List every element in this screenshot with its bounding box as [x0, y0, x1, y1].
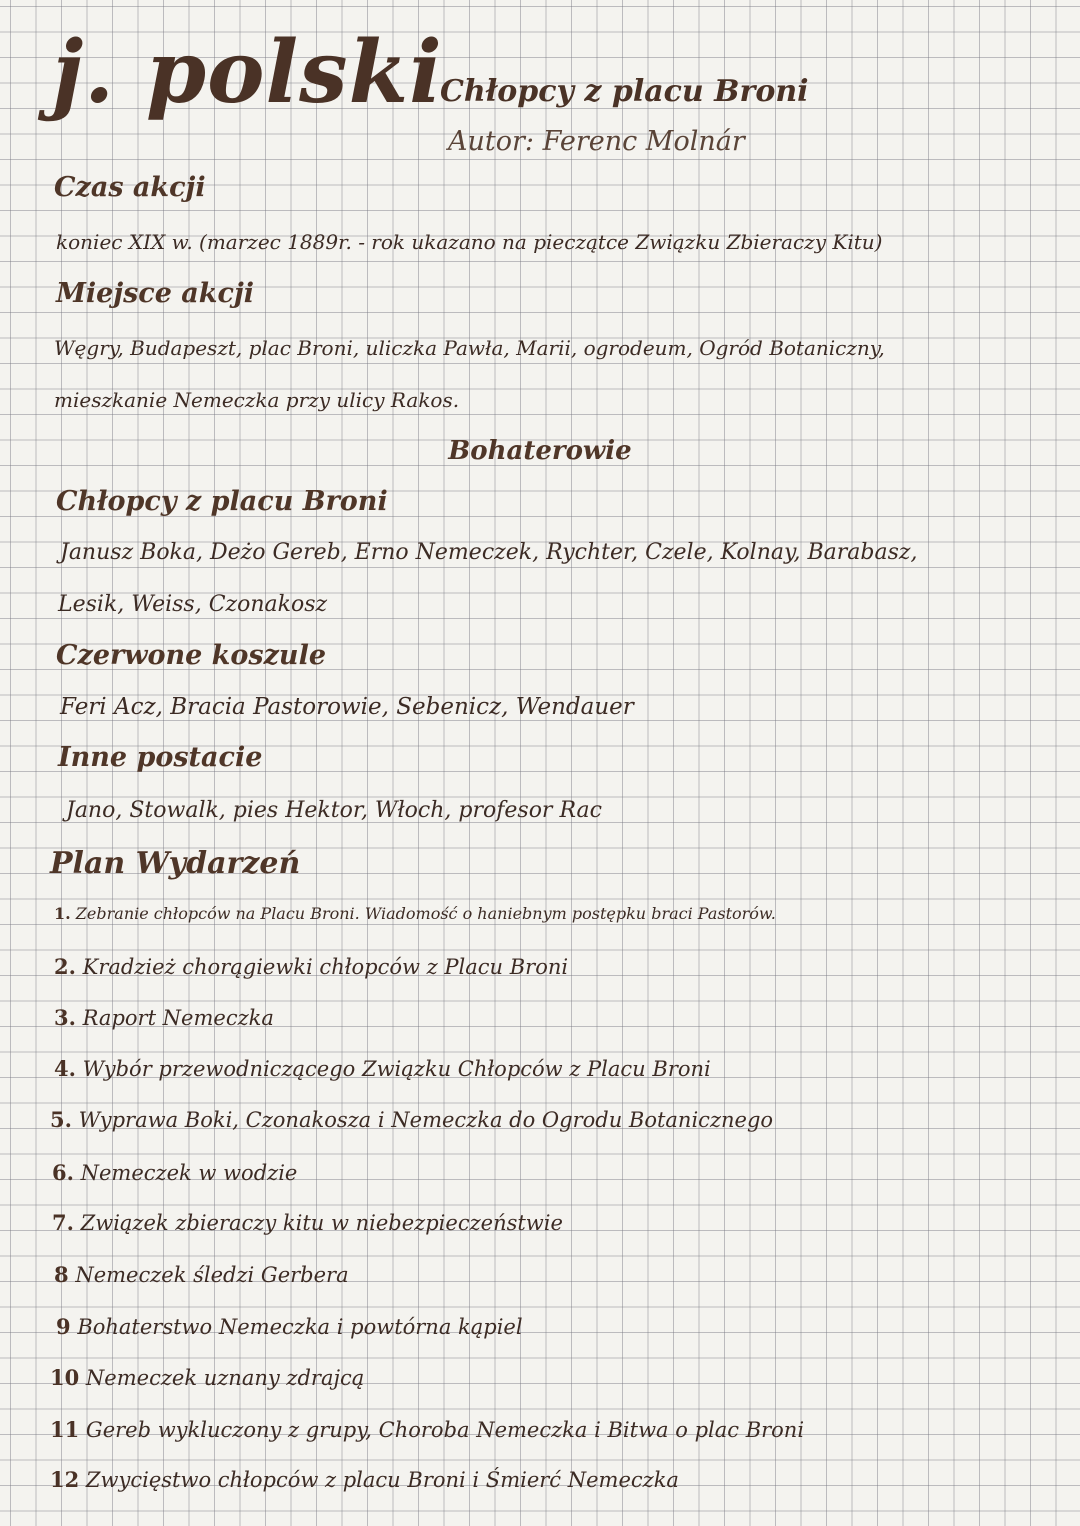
- plan-item-number: 4.: [54, 1056, 76, 1081]
- czas-text: koniec XIX w. (marzec 1889r. - rok ukazano na pieczątce Związku Zbieraczy Kitu): [56, 230, 883, 254]
- plan-item-number: 8: [54, 1262, 69, 1287]
- group-line-chlopcy-1: Janusz Boka, Deżo Gereb, Erno Nemeczek, Rychter, Czele, Kolnay, Barabasz,: [60, 540, 918, 565]
- book-title: Chłopcy z placu Broni: [440, 74, 809, 109]
- plan-item-text: Gereb wykluczony z grupy, Choroba Nemeczka i Bitwa o plac Broni: [85, 1418, 805, 1442]
- group-heading-inne: Inne postacie: [58, 742, 263, 773]
- plan-item-text: Wyprawa Boki, Czonakosza i Nemeczka do Ogrodu Botanicznego: [78, 1108, 774, 1132]
- author-line: Autor: Ferenc Molnár: [448, 126, 745, 157]
- plan-item-text: Zwycięstwo chłopców z placu Broni i Śmierć Nemeczka: [85, 1468, 679, 1492]
- plan-item-number: 7.: [52, 1210, 74, 1235]
- plan-item-text: Raport Nemeczka: [82, 1006, 274, 1030]
- group-heading-chlopcy: Chłopcy z placu Broni: [56, 486, 388, 517]
- plan-item-number: 11: [50, 1417, 80, 1442]
- plan-item-number: 9: [56, 1314, 71, 1339]
- bohaterowie-heading: Bohaterowie: [448, 436, 632, 466]
- plan-item-text: Bohaterstwo Nemeczka i powtórna kąpiel: [77, 1315, 523, 1339]
- plan-item-number: 1.: [54, 904, 71, 923]
- group-line-inne-1: Jano, Stowalk, pies Hektor, Włoch, profesor Rac: [66, 798, 602, 823]
- plan-item-text: Wybór przewodniczącego Związku Chłopców z Placu Broni: [82, 1057, 711, 1081]
- plan-item-number: 12: [50, 1467, 80, 1492]
- plan-heading: Plan Wydarzeń: [50, 846, 301, 881]
- plan-item-number: 6.: [52, 1160, 74, 1185]
- plan-item-text: Nemeczek w wodzie: [80, 1161, 298, 1185]
- plan-item-number: 5.: [50, 1107, 72, 1132]
- plan-item: [54, 1005, 274, 1030]
- plan-item: [50, 1107, 773, 1132]
- plan-item: [54, 1056, 711, 1081]
- plan-item: [52, 1210, 563, 1235]
- plan-item: [50, 1365, 364, 1390]
- plan-item-number: 3.: [54, 1005, 76, 1030]
- plan-item-number: 10: [50, 1365, 80, 1390]
- plan-item-number: 2.: [54, 954, 76, 979]
- miejsce-line-1: Węgry, Budapeszt, plac Broni, uliczka Pawła, Marii, ogrodeum, Ogród Botaniczny,: [54, 336, 885, 360]
- plan-item: [50, 1417, 804, 1442]
- plan-item-text: Związek zbieraczy kitu w niebezpieczeństwie: [80, 1211, 563, 1235]
- plan-item: [54, 954, 568, 979]
- plan-item: [52, 1160, 297, 1185]
- plan-item: [54, 904, 776, 923]
- czas-heading: Czas akcji: [54, 172, 206, 203]
- plan-item: [56, 1314, 523, 1339]
- group-line-czerwone-1: Feri Acz, Bracia Pastorowie, Sebenicz, Wendauer: [60, 694, 634, 720]
- plan-item-text: Nemeczek śledzi Gerbera: [75, 1263, 349, 1287]
- plan-item: [50, 1467, 679, 1492]
- miejsce-line-2: mieszkanie Nemeczka przy ulicy Rakos.: [54, 388, 460, 412]
- plan-item-text: Nemeczek uznany zdrajcą: [85, 1366, 365, 1390]
- subject-title: j. polski: [52, 22, 443, 123]
- plan-item-text: Zebranie chłopców na Placu Broni. Wiadomość o haniebnym postępku braci Pastorów.: [75, 904, 776, 923]
- plan-item: [54, 1262, 349, 1287]
- miejsce-heading: Miejsce akcji: [56, 278, 254, 309]
- plan-item-text: Kradzież chorągiewki chłopców z Placu Broni: [82, 955, 569, 979]
- group-heading-czerwone: Czerwone koszule: [56, 640, 326, 671]
- group-line-chlopcy-2: Lesik, Weiss, Czonakosz: [58, 592, 328, 617]
